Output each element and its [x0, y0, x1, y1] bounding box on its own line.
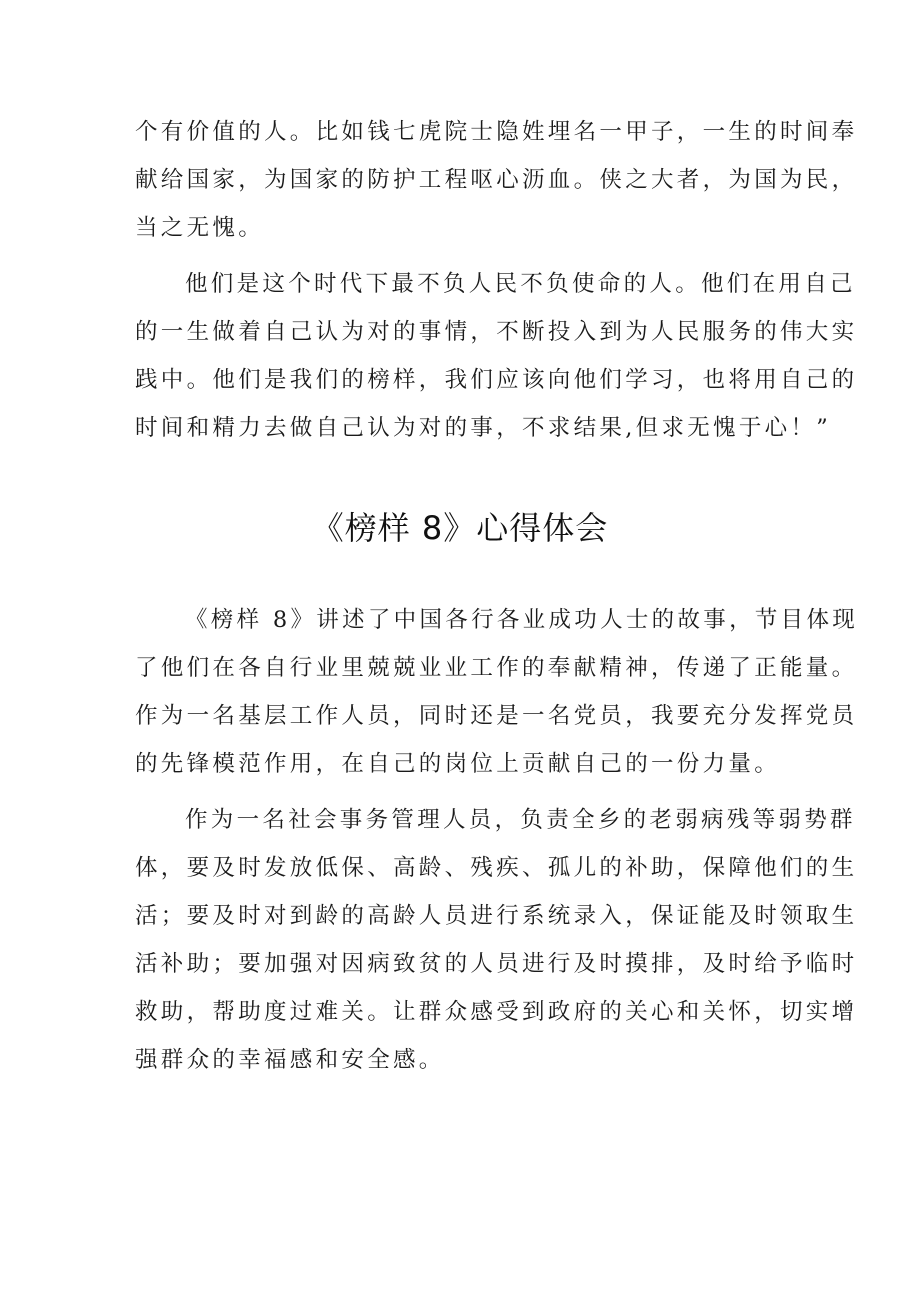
document-page — [135, 108, 859, 1084]
paragraph-gap — [135, 788, 785, 796]
paragraph-continued — [135, 108, 858, 252]
text-line: 《榜样 8》讲述了中国各行各业成功人士的故事，节目体现 — [185, 607, 859, 633]
text-line: 献给国家，为国家的防护工程呕心沥血。侠之大者，为国为民， — [135, 167, 858, 193]
text-line: 了他们在各自行业里兢兢业业工作的奉献精神，传递了正能量。 — [135, 655, 858, 681]
paragraph-gap — [135, 252, 785, 260]
text-line: 救助，帮助度过难关。让群众感受到政府的关心和关怀，切实增 — [135, 999, 858, 1025]
text-line: 时间和精力去做自己认为对的事，不求结果,但求无愧于心！” — [135, 415, 832, 441]
text-line: 个有价值的人。比如钱七虎院士隐姓埋名一甲子，一生的时间奉 — [135, 119, 858, 145]
text-line: 活补助；要加强对因病致贫的人员进行及时摸排，及时给予临时 — [135, 951, 858, 977]
text-line: 强群众的幸福感和安全感。 — [135, 1047, 445, 1073]
text-line: 作为一名社会事务管理人员，负责全乡的老弱病残等弱势群 — [185, 807, 856, 833]
paragraph-role-models — [135, 260, 858, 452]
section-title: 《榜样 8》心得体会 — [311, 509, 609, 547]
text-line: 的先锋模范作用，在自己的岗位上贡献自己的一份力量。 — [135, 751, 781, 777]
text-line: 活；要及时对到龄的高龄人员进行系统录入，保证能及时领取生 — [135, 903, 858, 929]
text-line: 当之无愧。 — [135, 215, 265, 241]
text-line: 他们是这个时代下最不负人民不负使命的人。他们在用自己 — [185, 271, 856, 297]
text-line: 的一生做着自己认为对的事情，不断投入到为人民服务的伟大实 — [135, 319, 858, 345]
text-line: 体，要及时发放低保、高龄、残疾、孤儿的补助，保障他们的生 — [135, 855, 858, 881]
paragraph-program-intro — [135, 596, 859, 788]
text-line: 作为一名基层工作人员，同时还是一名党员，我要充分发挥党员 — [135, 703, 858, 729]
paragraph-social-affairs — [135, 796, 858, 1084]
text-line: 践中。他们是我们的榜样，我们应该向他们学习，也将用自己的 — [135, 367, 858, 393]
